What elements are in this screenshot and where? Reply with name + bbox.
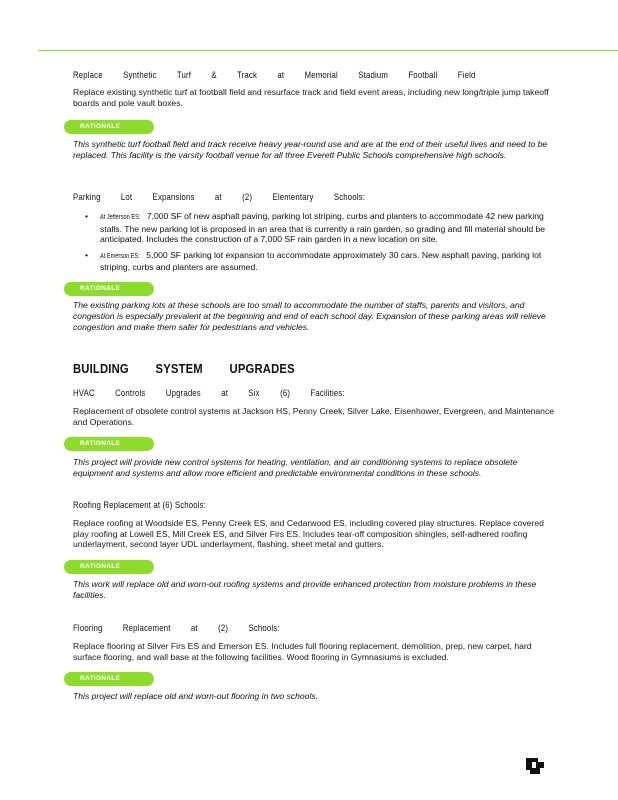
section-title: BUILDING SYSTEM UPGRADES	[73, 362, 295, 376]
bullet-icon: •	[85, 249, 89, 260]
rationale-badge: RATIONALE	[64, 560, 154, 574]
section-body: Replacement of obsolete control systems at Jackson HS, Penny Creek, Silver Lake, Eisenhower, Evergreen, and Maintenance and Operations.	[73, 406, 555, 427]
rationale-text: This project will provide new control systems for heating, ventilation, and air conditioning systems to replace obsolete equipment and systems and allow more efficient and predictable environmental conditions in these schools.	[73, 457, 518, 478]
section-turf-track	[73, 70, 558, 108]
section-heading: Replace Synthetic Turf & Track at Memorial Stadium Football Field	[73, 70, 476, 81]
top-green-rule	[38, 50, 618, 51]
rationale-badge: RATIONALE	[64, 282, 154, 296]
section-body: Replace existing synthetic turf at football field and resurface track and field event areas, including new long/triple jump takeoff boards and pole vault boxes.	[73, 87, 549, 108]
rationale-text: This project will replace old and worn-out flooring in two schools.	[73, 691, 319, 701]
bullet-text: 7,000 SF of new asphalt paving, parking lot striping, curbs and planters to accommodate 42 new parking stalls. The new parking lot is proposed in an area that is currently a rain garden, so grading and fill material should be anticipated. Includes the construction of a 7,000 SF rain garden in a new location on site.	[100, 211, 546, 245]
school-label: At Jefferson ES:	[100, 214, 141, 221]
rationale-text: This synthetic turf football field and track receive heavy year-round use and are at the end of their useful lives and need to be replaced. This facility is the varsity football venue for all three Everett Public Schools comprehensive high schools.	[73, 139, 548, 160]
section-hvac	[73, 388, 558, 427]
rationale-badge: RATIONALE	[64, 120, 154, 134]
section-heading: HVAC Controls Upgrades at Six (6) Facilities:	[73, 388, 345, 399]
rationale-badge: RATIONALE	[64, 437, 154, 451]
section-body: Replace flooring at Silver Firs ES and Emerson ES. Includes full flooring replacement, demolition, prep, new carpet, hard surface flooring, and wall base at the following facilities. Wood flooring in Gymnasiums is excluded.	[73, 641, 532, 662]
section-flooring	[73, 623, 558, 662]
section-body: Replace roofing at Woodside ES, Penny Creek ES, and Cedarwood ES, including covered play structures. Replace covered play roofing at Lowell ES, Mill Creek ES, and Silver Firs ES. Includes tear-off composition shingles, self-adhered roofing underlayment, second layer UDL underlayment, flashing, sheet metal and gutters.	[73, 518, 544, 550]
rationale-badge: RATIONALE	[64, 672, 154, 686]
rationale-text: The existing parking lots at these schools are too small to accommodate the number of staffs, parents and visitors, and congestion is especially prevalent at the beginning and end of each school day. Expansion of these parking areas will relieve congestion and make them safer for pedestrians and vehicles.	[73, 300, 546, 332]
page-corner-icon	[524, 756, 546, 776]
section-heading: Parking Lot Expansions at (2) Elementary Schools:	[73, 192, 366, 203]
section-heading: Flooring Replacement at (2) Schools:	[73, 623, 280, 634]
rationale-text: This work will replace old and worn-out roofing systems and provide enhanced protection from moisture problems in these facilities.	[73, 579, 537, 600]
bullet-text: 5,000 SF parking lot expansion to accommodate approximately 30 cars. New asphalt paving, parking lot striping, curbs and planters are assumed.	[100, 249, 542, 273]
list-item	[73, 250, 558, 273]
bullet-icon: •	[85, 211, 89, 221]
section-roofing	[73, 500, 558, 550]
section-heading: Roofing Replacement at (6) Schools:	[73, 500, 207, 511]
section-parking	[73, 192, 558, 278]
school-label: At Emerson ES:	[100, 252, 140, 260]
list-item	[73, 211, 558, 245]
bullet-list	[73, 211, 558, 273]
